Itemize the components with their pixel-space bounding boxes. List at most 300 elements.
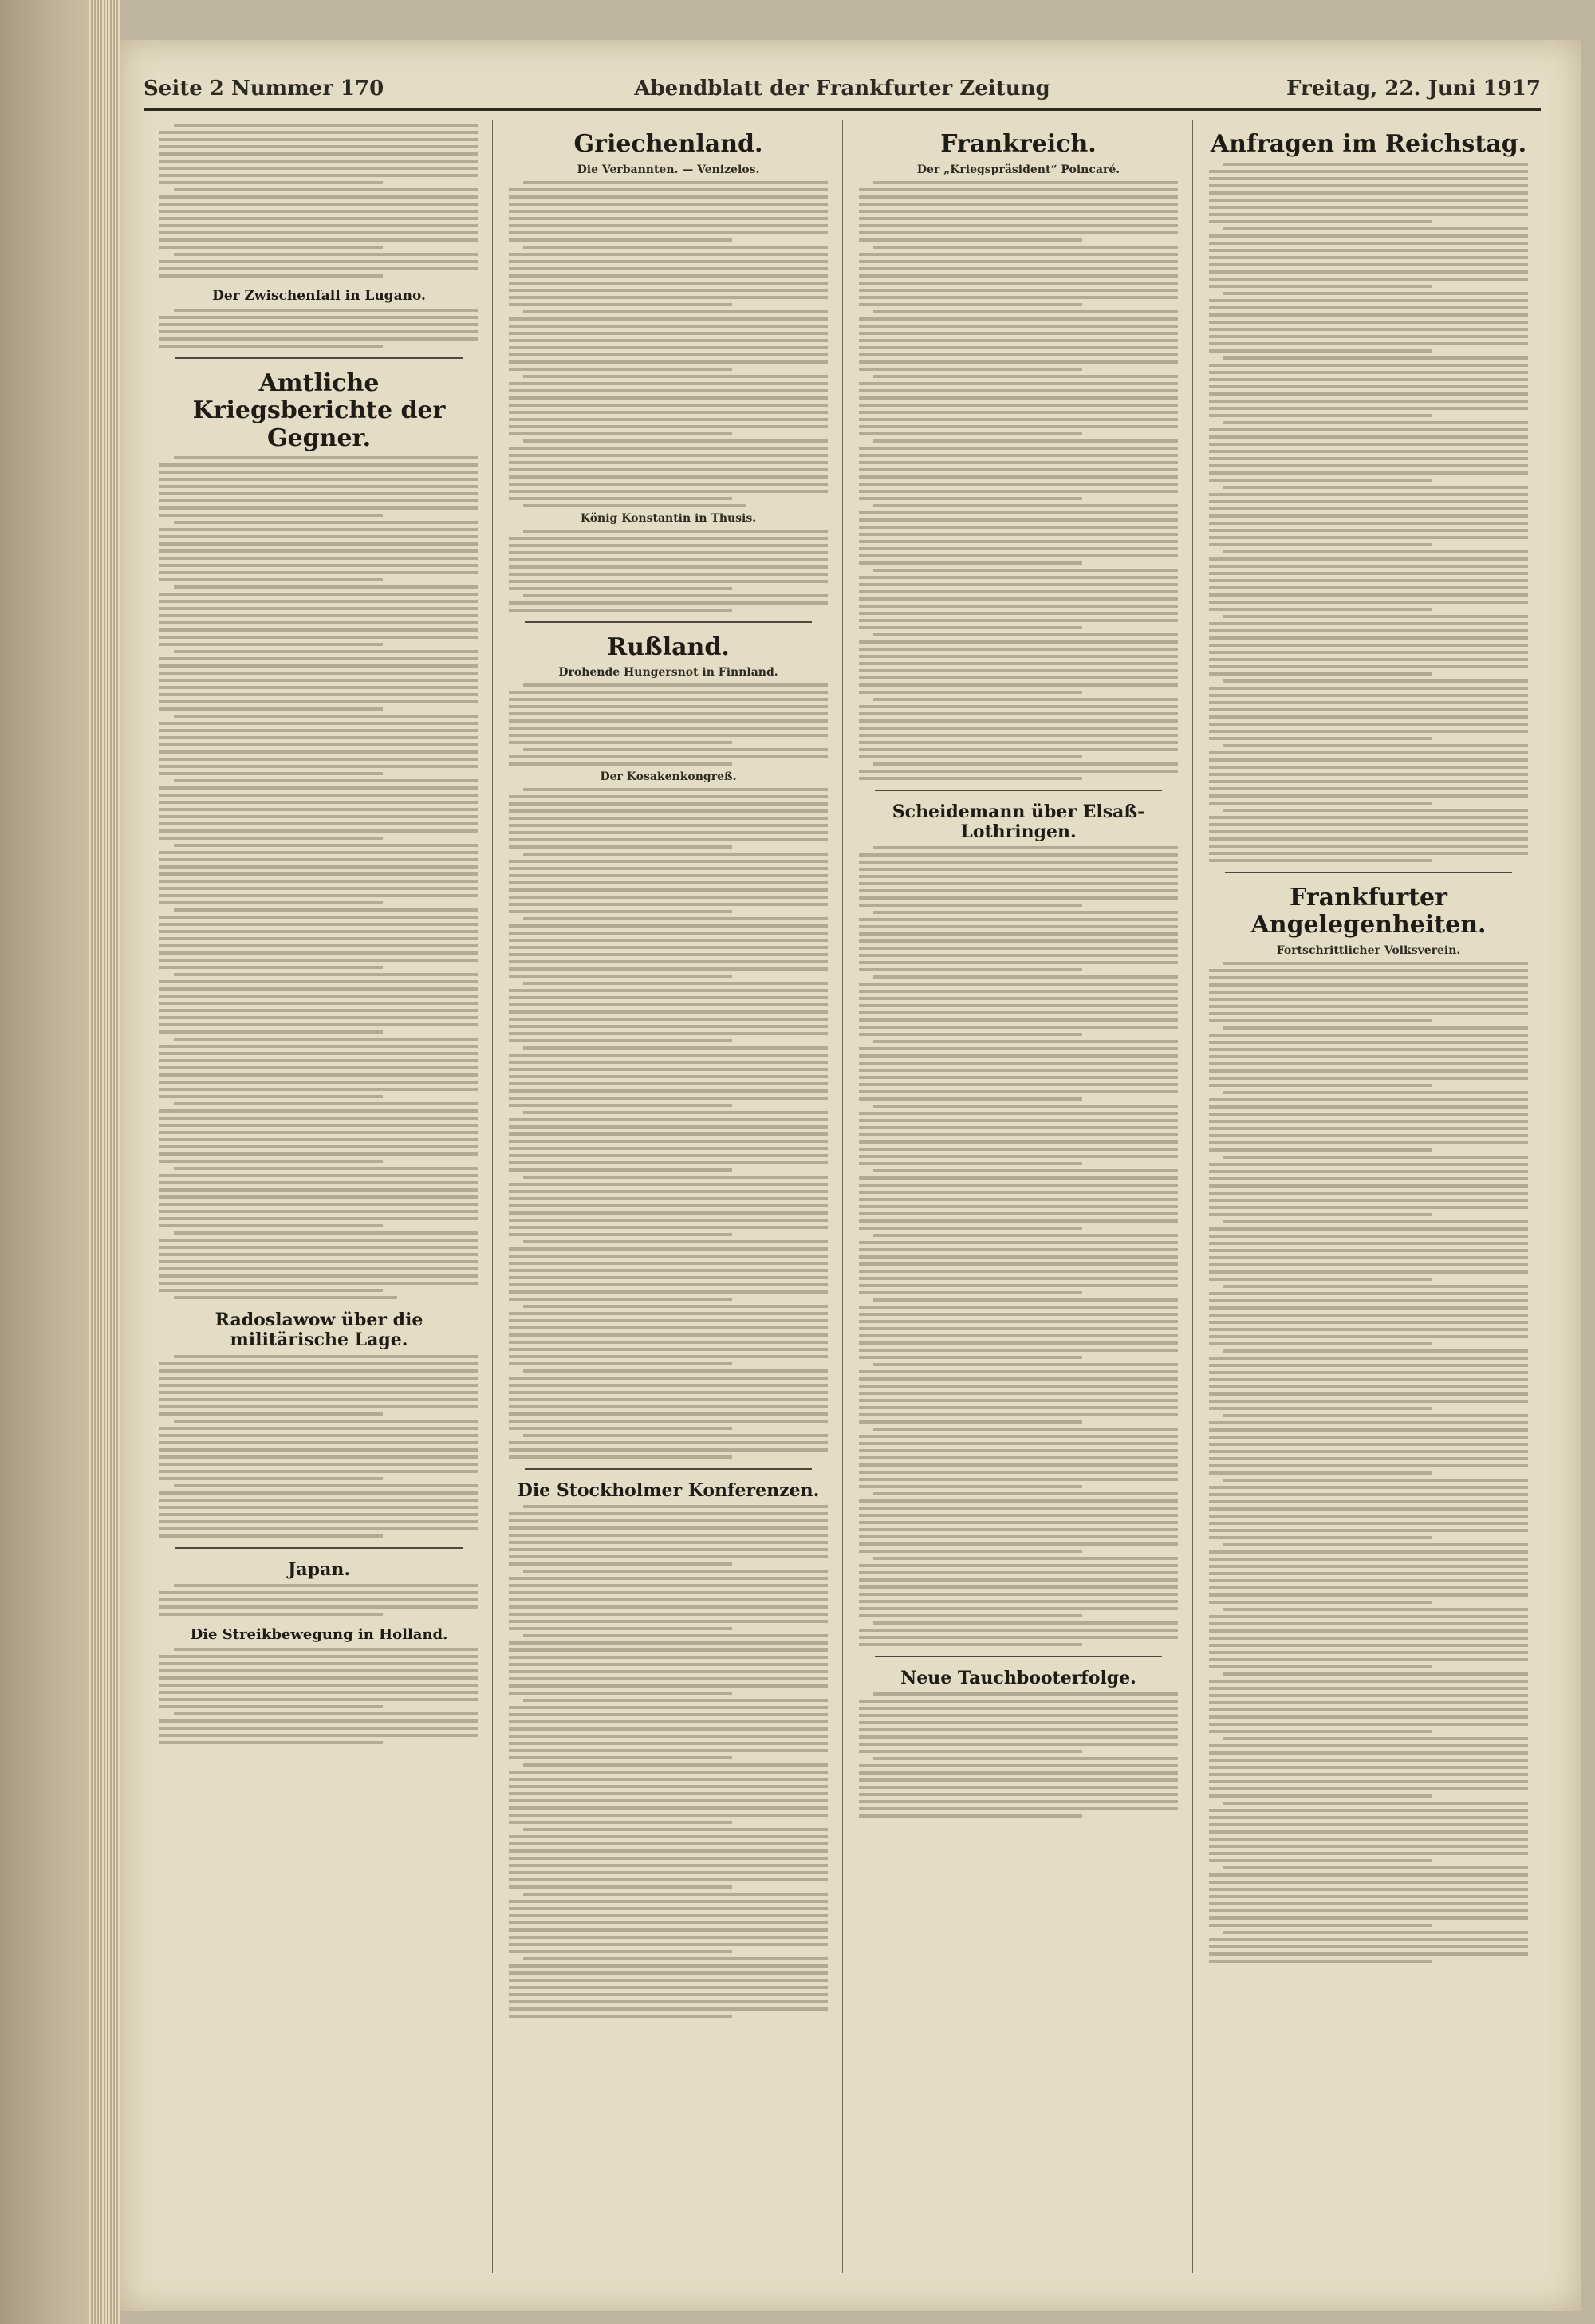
text-line bbox=[509, 210, 828, 213]
text-line bbox=[873, 504, 1178, 507]
text-line bbox=[873, 246, 1178, 249]
text-line bbox=[174, 1296, 397, 1299]
text-line bbox=[160, 1267, 478, 1270]
text-line bbox=[859, 195, 1178, 199]
text-line bbox=[160, 657, 478, 660]
text-line bbox=[873, 1234, 1178, 1237]
text-line bbox=[509, 1161, 828, 1164]
text-line bbox=[160, 1369, 478, 1373]
text-line bbox=[509, 741, 732, 744]
text-line bbox=[509, 1226, 828, 1229]
text-line bbox=[160, 707, 383, 711]
text-line bbox=[160, 858, 478, 861]
text-line bbox=[1209, 1464, 1528, 1467]
text-line bbox=[1223, 1608, 1528, 1611]
text-line bbox=[509, 497, 732, 500]
text-line bbox=[509, 2015, 732, 2018]
text-line bbox=[859, 882, 1178, 885]
text-line bbox=[509, 1003, 828, 1006]
text-block bbox=[160, 456, 478, 1299]
text-line bbox=[160, 1499, 478, 1502]
text-line bbox=[1209, 1278, 1432, 1281]
text-line bbox=[859, 875, 1178, 878]
text-line bbox=[859, 1814, 1082, 1818]
text-line bbox=[509, 1878, 828, 1881]
text-line bbox=[859, 332, 1178, 335]
text-line bbox=[160, 1059, 478, 1062]
text-line bbox=[859, 432, 1082, 435]
text-line bbox=[859, 1593, 1178, 1596]
text-line bbox=[859, 1800, 1178, 1803]
text-line bbox=[509, 874, 828, 877]
text-line bbox=[859, 1133, 1178, 1136]
text-line bbox=[1209, 593, 1528, 597]
text-line bbox=[1209, 601, 1528, 604]
text-line bbox=[509, 1054, 828, 1057]
text-line bbox=[160, 174, 478, 177]
text-line bbox=[1209, 507, 1528, 510]
text-line bbox=[1209, 428, 1528, 431]
article-subheading: König Konstantin in Thusis. bbox=[580, 511, 757, 525]
text-line bbox=[160, 786, 478, 790]
text-line bbox=[859, 741, 1178, 744]
text-line bbox=[509, 1326, 828, 1329]
text-line bbox=[859, 1090, 1178, 1093]
text-line bbox=[1209, 1744, 1528, 1747]
text-line bbox=[509, 1075, 828, 1078]
text-line bbox=[509, 960, 828, 963]
text-line bbox=[859, 1054, 1178, 1058]
text-line bbox=[859, 1198, 1178, 1201]
text-line bbox=[509, 705, 828, 708]
text-line bbox=[859, 1162, 1082, 1165]
text-line bbox=[1209, 1629, 1528, 1633]
text-line bbox=[1209, 536, 1528, 539]
text-line bbox=[160, 167, 478, 170]
text-line bbox=[160, 822, 478, 825]
text-line bbox=[1209, 1392, 1528, 1396]
text-line bbox=[1223, 1285, 1528, 1288]
text-line bbox=[509, 1713, 828, 1716]
text-line bbox=[1209, 1924, 1432, 1927]
text-line bbox=[859, 1097, 1082, 1101]
text-line bbox=[859, 1707, 1178, 1710]
text-line bbox=[1209, 1184, 1528, 1188]
text-line bbox=[859, 1334, 1178, 1337]
text-line bbox=[1209, 1859, 1432, 1862]
text-line bbox=[160, 1698, 478, 1701]
text-line bbox=[1209, 1292, 1528, 1295]
text-line bbox=[1209, 299, 1528, 302]
text-line bbox=[1209, 514, 1528, 518]
text-line bbox=[509, 734, 828, 737]
text-line bbox=[1209, 1895, 1528, 1898]
text-line bbox=[859, 590, 1178, 593]
text-line bbox=[859, 253, 1178, 256]
article-heading: Die Stockholmer Konferenzen. bbox=[517, 1480, 820, 1501]
text-line bbox=[509, 425, 828, 428]
text-line bbox=[509, 1140, 828, 1143]
text-line bbox=[1209, 859, 1432, 862]
text-line bbox=[160, 772, 383, 775]
text-line bbox=[160, 195, 478, 199]
text-line bbox=[523, 310, 828, 313]
text-line bbox=[859, 662, 1178, 665]
text-line bbox=[859, 1155, 1178, 1158]
text-line bbox=[859, 918, 1178, 921]
text-line bbox=[509, 727, 828, 730]
text-line bbox=[509, 762, 732, 766]
text-line bbox=[1209, 1385, 1528, 1388]
text-line bbox=[160, 1117, 478, 1120]
text-line bbox=[509, 447, 828, 450]
text-line bbox=[509, 831, 828, 834]
text-line bbox=[1209, 1687, 1528, 1690]
text-line bbox=[160, 1470, 478, 1473]
text-line bbox=[509, 282, 828, 285]
text-line bbox=[174, 908, 478, 912]
text-line bbox=[1209, 723, 1528, 726]
text-line bbox=[509, 418, 828, 421]
text-line bbox=[859, 1478, 1178, 1481]
text-line bbox=[1209, 1105, 1528, 1109]
text-line bbox=[1223, 356, 1528, 360]
text-line bbox=[160, 1045, 478, 1048]
text-line bbox=[160, 1002, 478, 1005]
text-line bbox=[1209, 170, 1528, 173]
text-line bbox=[160, 1289, 383, 1292]
text-line bbox=[160, 1138, 478, 1141]
text-line bbox=[859, 282, 1178, 285]
text-line bbox=[859, 1112, 1178, 1115]
text-line bbox=[1209, 565, 1528, 568]
article-heading: Scheidemann über Elsaß-Lothringen. bbox=[892, 801, 1145, 842]
text-line bbox=[1209, 636, 1528, 640]
text-line bbox=[1209, 1536, 1432, 1539]
text-line bbox=[1209, 816, 1528, 819]
divider bbox=[875, 1656, 1162, 1657]
text-line bbox=[1209, 1113, 1528, 1116]
text-line bbox=[859, 904, 1082, 907]
text-line bbox=[509, 1512, 828, 1515]
text-line bbox=[509, 1541, 828, 1544]
text-line bbox=[1209, 658, 1528, 661]
text-line bbox=[160, 557, 478, 560]
text-line bbox=[1209, 1436, 1528, 1439]
text-line bbox=[523, 982, 828, 985]
text-line bbox=[509, 1255, 828, 1258]
text-line bbox=[1209, 464, 1528, 467]
text-line bbox=[160, 1427, 478, 1430]
text-line bbox=[1209, 1730, 1432, 1733]
text-line bbox=[859, 605, 1178, 608]
text-line bbox=[509, 396, 828, 400]
text-line bbox=[859, 1341, 1178, 1345]
text-line bbox=[1209, 766, 1528, 769]
text-line bbox=[1223, 1349, 1528, 1353]
text-line bbox=[859, 1807, 1178, 1810]
text-line bbox=[859, 597, 1178, 601]
text-line bbox=[859, 961, 1178, 964]
text-line bbox=[523, 1828, 828, 1831]
text-line bbox=[1209, 1945, 1528, 1948]
text-line bbox=[1209, 371, 1528, 374]
text-line bbox=[859, 1406, 1178, 1409]
text-line bbox=[509, 1562, 732, 1566]
text-line bbox=[859, 853, 1178, 857]
text-line bbox=[509, 1290, 828, 1294]
text-line bbox=[160, 600, 478, 603]
text-line bbox=[509, 1362, 732, 1365]
text-line bbox=[859, 483, 1178, 486]
text-line bbox=[509, 296, 828, 299]
text-line bbox=[509, 1799, 828, 1802]
text-line bbox=[859, 932, 1178, 936]
text-line bbox=[1209, 651, 1528, 654]
text-line bbox=[160, 246, 383, 249]
text-line bbox=[1209, 443, 1528, 446]
text-line bbox=[160, 1684, 478, 1687]
text-line bbox=[523, 1176, 828, 1179]
text-line bbox=[1209, 400, 1528, 403]
text-line bbox=[1209, 672, 1432, 676]
text-line bbox=[1223, 1543, 1528, 1546]
text-line bbox=[509, 483, 828, 486]
text-line bbox=[509, 1613, 828, 1616]
text-line bbox=[859, 1184, 1178, 1187]
text-line bbox=[1209, 1192, 1528, 1195]
text-line bbox=[1209, 285, 1432, 288]
text-line bbox=[509, 1548, 828, 1551]
text-line bbox=[174, 844, 478, 847]
text-line bbox=[160, 1174, 478, 1177]
text-line bbox=[160, 260, 478, 263]
text-line bbox=[1209, 184, 1528, 187]
text-line bbox=[1209, 557, 1528, 561]
text-line bbox=[859, 1714, 1178, 1717]
text-line bbox=[509, 1648, 828, 1652]
text-line bbox=[509, 1627, 732, 1630]
text-line bbox=[174, 650, 478, 653]
text-line bbox=[160, 499, 478, 502]
text-line bbox=[509, 238, 732, 242]
text-line bbox=[174, 1231, 478, 1235]
text-line bbox=[160, 1282, 478, 1285]
text-line bbox=[859, 669, 1178, 672]
text-line bbox=[509, 203, 828, 206]
text-line bbox=[509, 1591, 828, 1594]
text-line bbox=[1209, 572, 1528, 575]
text-line bbox=[1209, 543, 1432, 546]
divider bbox=[875, 790, 1162, 791]
text-line bbox=[509, 432, 732, 435]
text-line bbox=[859, 497, 1082, 500]
text-line bbox=[509, 903, 828, 906]
text-line bbox=[160, 679, 478, 682]
text-line bbox=[1209, 1916, 1528, 1920]
text-line bbox=[174, 1102, 478, 1105]
text-line bbox=[509, 580, 828, 583]
text-line bbox=[1209, 191, 1528, 195]
text-line bbox=[509, 1971, 828, 1975]
text-line bbox=[859, 447, 1178, 450]
text-line bbox=[873, 1105, 1178, 1108]
text-line bbox=[160, 1591, 478, 1594]
text-line bbox=[1209, 270, 1528, 274]
text-line bbox=[160, 1520, 478, 1523]
text-line bbox=[160, 758, 478, 761]
text-line bbox=[859, 1227, 1082, 1230]
text-line bbox=[174, 715, 478, 718]
text-line bbox=[523, 1893, 828, 1896]
text-line bbox=[859, 1629, 1178, 1632]
text-line bbox=[859, 1420, 1082, 1424]
text-line bbox=[1209, 991, 1528, 994]
text-line bbox=[160, 1030, 383, 1034]
text-line bbox=[1209, 1328, 1528, 1331]
text-line bbox=[1209, 1120, 1528, 1123]
text-line bbox=[160, 1455, 478, 1459]
text-line bbox=[160, 1405, 478, 1408]
text-line bbox=[509, 558, 828, 561]
text-line bbox=[859, 468, 1178, 471]
text-line bbox=[160, 1705, 383, 1708]
text-line bbox=[509, 1039, 732, 1042]
text-line bbox=[509, 1348, 828, 1351]
text-line bbox=[160, 514, 383, 517]
text-line bbox=[859, 1643, 1082, 1646]
text-line bbox=[160, 700, 478, 703]
article-heading: Rußland. bbox=[607, 632, 730, 661]
text-line bbox=[160, 643, 383, 646]
text-line bbox=[859, 655, 1178, 658]
text-line bbox=[1209, 471, 1528, 475]
text-line bbox=[509, 1519, 828, 1522]
text-line bbox=[1209, 256, 1528, 259]
text-line bbox=[509, 1125, 828, 1129]
text-line bbox=[859, 968, 1082, 971]
text-line bbox=[509, 1670, 828, 1673]
text-line bbox=[509, 490, 828, 493]
text-line bbox=[873, 1757, 1178, 1760]
text-line bbox=[1209, 1960, 1432, 1963]
text-line bbox=[160, 1253, 478, 1256]
text-line bbox=[1209, 1816, 1528, 1819]
text-line bbox=[859, 317, 1178, 321]
text-line bbox=[174, 1584, 478, 1587]
text-line bbox=[523, 1763, 828, 1767]
text-line bbox=[523, 683, 828, 687]
text-line bbox=[509, 1211, 828, 1215]
text-line bbox=[509, 881, 828, 884]
text-line bbox=[160, 1513, 478, 1516]
text-line bbox=[1209, 1773, 1528, 1776]
page-number: Seite 2 Nummer 170 bbox=[144, 77, 384, 100]
text-line bbox=[509, 1993, 828, 1996]
text-line bbox=[509, 1842, 828, 1845]
text-line bbox=[509, 691, 828, 694]
text-line bbox=[859, 1126, 1178, 1129]
text-line bbox=[1209, 1787, 1528, 1790]
divider bbox=[175, 357, 463, 359]
text-line bbox=[509, 975, 732, 978]
text-line bbox=[160, 901, 383, 904]
text-line bbox=[509, 1771, 828, 1774]
text-line bbox=[859, 1778, 1178, 1782]
text-line bbox=[859, 1750, 1082, 1753]
text-line bbox=[509, 1849, 828, 1853]
text-line bbox=[160, 801, 478, 804]
text-line bbox=[859, 224, 1178, 227]
text-line bbox=[1209, 1098, 1528, 1101]
text-line bbox=[859, 1320, 1178, 1323]
text-line bbox=[509, 860, 828, 863]
text-line bbox=[160, 224, 478, 227]
text-line bbox=[160, 1081, 478, 1084]
text-line bbox=[1209, 1407, 1432, 1410]
text-line bbox=[509, 1377, 828, 1380]
text-line bbox=[509, 1068, 828, 1071]
text-line bbox=[1223, 1866, 1528, 1869]
text-line bbox=[1209, 665, 1528, 668]
text-line bbox=[859, 296, 1178, 299]
text-line bbox=[1209, 976, 1528, 979]
text-line bbox=[859, 1069, 1178, 1072]
text-line bbox=[509, 587, 732, 590]
text-line bbox=[859, 1212, 1178, 1215]
text-line bbox=[160, 231, 478, 234]
text-line bbox=[1209, 1507, 1528, 1511]
text-line bbox=[859, 1148, 1178, 1151]
text-line bbox=[859, 425, 1178, 428]
text-line bbox=[509, 2000, 828, 2003]
text-line bbox=[1209, 1751, 1528, 1755]
text-line bbox=[160, 506, 478, 510]
text-line bbox=[174, 521, 478, 524]
text-block bbox=[160, 1584, 478, 1616]
text-line bbox=[859, 561, 1082, 565]
text-line bbox=[1209, 998, 1528, 1001]
text-line bbox=[160, 1188, 478, 1192]
text-line bbox=[859, 755, 1082, 758]
text-line bbox=[859, 947, 1178, 950]
page-stack-edge bbox=[89, 0, 120, 2324]
text-line bbox=[859, 1585, 1178, 1589]
text-line bbox=[160, 1239, 478, 1242]
text-line bbox=[1209, 1830, 1528, 1834]
text-line bbox=[859, 1449, 1178, 1452]
text-line bbox=[509, 1964, 828, 1968]
text-line bbox=[509, 1412, 828, 1416]
text-line bbox=[1209, 1299, 1528, 1302]
text-line bbox=[859, 1284, 1178, 1287]
text-line bbox=[1209, 1952, 1528, 1956]
text-line bbox=[859, 1550, 1082, 1553]
text-line bbox=[859, 339, 1178, 342]
text-line bbox=[160, 1073, 478, 1077]
text-line bbox=[1209, 1443, 1528, 1446]
text-line bbox=[523, 1305, 828, 1308]
text-line bbox=[1209, 1665, 1432, 1668]
text-line bbox=[160, 736, 478, 739]
text-line bbox=[509, 609, 732, 612]
text-line bbox=[509, 1312, 828, 1315]
text-line bbox=[160, 131, 478, 134]
text-line bbox=[1209, 342, 1528, 345]
text-line bbox=[523, 181, 828, 184]
text-line bbox=[1223, 1156, 1528, 1159]
text-line bbox=[1209, 802, 1432, 805]
